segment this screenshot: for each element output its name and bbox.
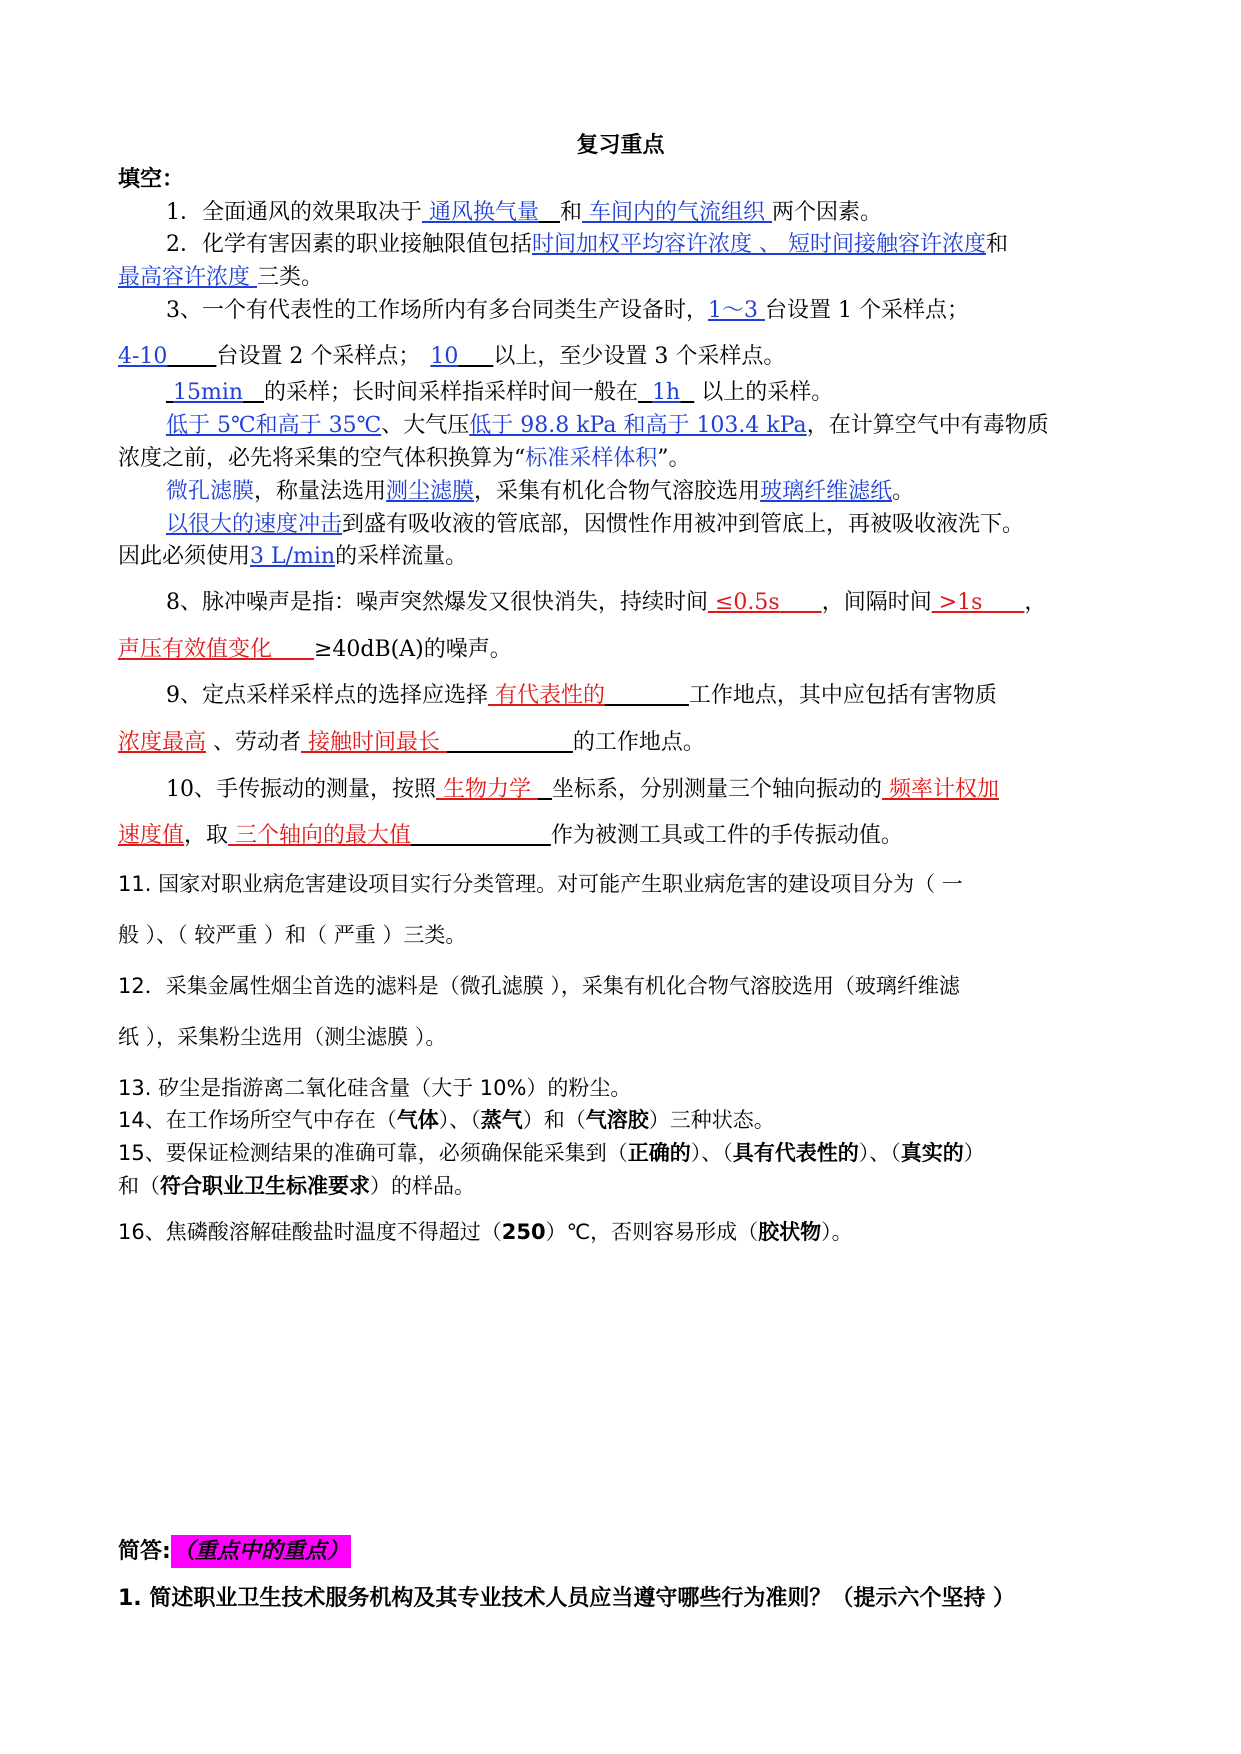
answer: 1h	[652, 380, 681, 405]
answer: 3 L/min	[250, 544, 336, 569]
answer: 蒸气	[480, 1108, 523, 1132]
answer: 15min	[173, 380, 244, 405]
answer: 微孔滤膜	[166, 479, 255, 504]
page-title: 复习重点	[576, 133, 665, 158]
question-9-cont: 浓度最高 、劳动者 接触时间最长 的工作地点。	[118, 730, 705, 755]
answer: 标准采样体积	[525, 446, 658, 471]
answer: 频率计权加	[882, 777, 1000, 802]
answer: 以很大的速度冲击	[166, 512, 343, 537]
question-11: 11. 国家对职业病危害建设项目实行分类管理。对可能产生职业病危害的建设项目分为（ 一	[118, 872, 963, 896]
answer: 低于 98.8 kPa 和高于 103.4 kPa	[469, 413, 807, 438]
short-answer-heading: 简答:（重点中的重点）	[118, 1538, 351, 1566]
question-3: 3、一个有代表性的工作场所内有多台同类生产设备时，1～3 台设置 1 个采样点；	[166, 298, 969, 323]
question-2-cont: 最高容许浓度 三类。	[118, 265, 324, 290]
answer: 最高容许浓度	[118, 265, 257, 290]
answer: 测尘滤膜	[386, 479, 475, 504]
question-10-cont: 速度值，取 三个轴向的最大值 作为被测工具或工件的手传振动值。	[118, 823, 903, 848]
question-7-cont: 因此必须使用3 L/min的采样流量。	[118, 544, 468, 569]
answer: 正确的	[627, 1141, 691, 1165]
question-7: 以很大的速度冲击到盛有吸收液的管底部，因惯性作用被冲到管底上，再被吸收液洗下。	[166, 512, 1025, 537]
question-12-cont: 纸 ），采集粉尘选用（测尘滤膜 ）。	[118, 1025, 447, 1049]
answer: 浓度最高	[118, 730, 207, 755]
answer: 有代表性的	[488, 683, 605, 708]
question-5: 低于 5℃和高于 35℃、大气压低于 98.8 kPa 和高于 103.4 kPa，在计算空气中有毒物质	[166, 413, 1049, 438]
question-8: 8、脉冲噪声是指：噪声突然爆发又很快消失，持续时间 ≤0.5s ，间隔时间 >1s ，	[166, 590, 1047, 615]
question-10: 10、手传振动的测量，按照 生物力学 坐标系，分别测量三个轴向振动的 频率计权加	[166, 777, 1000, 802]
highlight-note: （重点中的重点）	[171, 1535, 351, 1568]
answer: 胶状物	[758, 1220, 822, 1244]
answer: 10	[430, 344, 459, 369]
question-3-cont: 4-10 台设置 2 个采样点； 10 以上，至少设置 3 个采样点。	[118, 344, 786, 369]
question-13: 13. 矽尘是指游离二氧化硅含量（大于 10%）的粉尘。	[118, 1076, 632, 1100]
answer: 声压有效值变化	[118, 637, 273, 662]
question-12: 12．采集金属性烟尘首选的滤料是（微孔滤膜 ），采集有机化合物气溶胶选用（玻璃纤维滤	[118, 974, 960, 998]
question-5-cont: 浓度之前，必先将采集的空气体积换算为“标准采样体积”。	[118, 446, 691, 471]
answer: 三个轴向的最大值	[228, 823, 412, 848]
answer: >1s	[931, 590, 983, 615]
answer: 通风换气量	[422, 200, 539, 225]
short-answer-question-1: 1. 简述职业卫生技术服务机构及其专业技术人员应当遵守哪些行为准则？（提示六个坚持 ）	[118, 1586, 1015, 1611]
question-6: 微孔滤膜，称量法选用测尘滤膜，采集有机化合物气溶胶选用玻璃纤维滤纸。	[166, 479, 915, 504]
answer: 4-10	[118, 344, 168, 369]
question-16: 16、焦磷酸溶解硅酸盐时温度不得超过（250）℃，否则容易形成（胶状物）。	[118, 1220, 853, 1244]
answer: 具有代表性的	[732, 1141, 859, 1165]
question-8-cont: 声压有效值变化 ≥40dB(A)的噪声。	[118, 637, 512, 662]
answer: 气体	[396, 1108, 439, 1132]
blank	[167, 344, 216, 369]
answer: 1～3	[708, 298, 765, 323]
question-2: 2．化学有害因素的职业接触限值包括时间加权平均容许浓度 、 短时间接触容许浓度和	[166, 232, 1009, 257]
question-1: 1．全面通风的效果取决于 通风换气量 和 车间内的气流组织 两个因素。	[166, 200, 883, 225]
blank	[458, 344, 493, 369]
answer: 符合职业卫生标准要求	[160, 1174, 370, 1198]
answer: 生物力学	[436, 777, 538, 802]
answer: 250	[501, 1220, 546, 1244]
answer: 玻璃纤维滤纸	[760, 479, 893, 504]
blank	[539, 200, 560, 225]
question-15: 15、要保证检测结果的准确可靠，必须确保能采集到（正确的）、（具有代表性的）、（真实的）	[118, 1141, 985, 1165]
answer: ≤0.5s	[708, 590, 780, 615]
answer: 气溶胶	[585, 1108, 649, 1132]
answer: 时间加权平均容许浓度 、 短时间接触容许浓度	[532, 232, 986, 257]
question-15-cont: 和（符合职业卫生标准要求）的样品。	[118, 1174, 475, 1198]
answer: 速度值	[118, 823, 185, 848]
question-9: 9、定点采样采样点的选择应选择 有代表性的 工作地点，其中应包括有害物质	[166, 683, 997, 708]
answer: 低于 5℃和高于 35℃	[166, 413, 382, 438]
fill-heading: 填空：	[118, 167, 185, 192]
answer: 车间内的气流组织	[582, 200, 772, 225]
question-14: 14、在工作场所空气中存在（气体）、（蒸气）和（气溶胶）三种状态。	[118, 1108, 775, 1132]
question-4: 15min 的采样；长时间采样指采样时间一般在 1h 以上的采样。	[173, 380, 834, 405]
answer: 接触时间最长	[301, 730, 448, 755]
question-11-cont: 般 ）、（ 较严重 ）和（ 严重 ）三类。	[118, 923, 467, 947]
blank	[243, 380, 264, 405]
answer: 真实的	[900, 1141, 964, 1165]
